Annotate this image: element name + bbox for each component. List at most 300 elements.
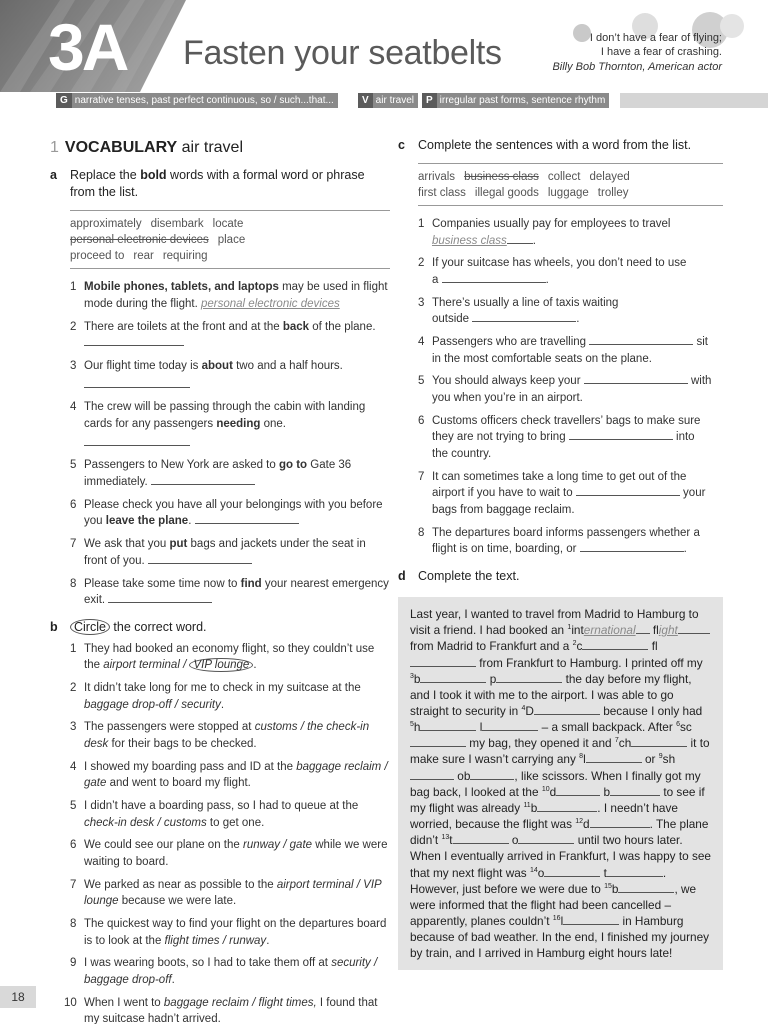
item-bold: needing <box>216 418 261 431</box>
word-list-a <box>70 210 390 269</box>
list-item <box>418 334 723 367</box>
list-item <box>418 295 723 328</box>
option-1[interactable]: security <box>331 957 371 970</box>
item-text: Our flight time today is <box>84 360 202 373</box>
list-item <box>70 955 390 988</box>
option-1[interactable]: check-in desk <box>84 816 155 829</box>
list-item <box>64 995 390 1024</box>
gap-prefix: p <box>489 671 497 686</box>
answer-blank[interactable] <box>569 429 673 440</box>
task-c-instruction <box>398 137 723 154</box>
item-text: of the plane. <box>309 320 376 333</box>
item-number: 8 <box>70 577 77 590</box>
item-number: 7 <box>70 878 77 891</box>
vocabulary-tag <box>358 93 418 108</box>
gap-number: 8 <box>579 753 584 761</box>
option-1[interactable]: flight times <box>164 934 220 947</box>
answer-blank[interactable] <box>195 513 299 524</box>
answer-blank[interactable] <box>618 882 674 893</box>
list-item <box>70 837 390 870</box>
instruction-text: the correct word. <box>109 619 207 634</box>
answer-blank[interactable] <box>590 817 650 828</box>
text-segment: from Frankfurt to Hamburg. I printed off my <box>479 655 703 670</box>
gap-number: 4 <box>521 705 526 713</box>
item-number: 5 <box>70 459 77 472</box>
gap-prefix: ch <box>618 736 632 751</box>
task-letter: c <box>398 138 405 152</box>
option-1[interactable]: airport terminal <box>276 878 354 891</box>
option-separator: / <box>297 721 308 734</box>
header-quote <box>552 31 722 74</box>
answer-blank[interactable] <box>420 720 476 731</box>
answer-blank[interactable] <box>631 736 687 747</box>
pronunciation-tag <box>422 93 609 108</box>
tag-letter: G <box>56 93 72 108</box>
item-number: 4 <box>70 401 77 414</box>
item-text: with <box>690 375 712 388</box>
answer-blank[interactable] <box>151 474 255 485</box>
item-number: 2 <box>70 320 77 333</box>
tag-letter: P <box>422 93 437 108</box>
list-item <box>70 457 390 490</box>
item-number: 6 <box>70 498 77 511</box>
list-item <box>70 576 390 609</box>
item-text: a <box>432 274 439 287</box>
text-segment: the day before my flight, and I took it with me to the airport. I was able to go straight to security in <box>410 671 692 718</box>
word-item: rear <box>133 250 154 263</box>
circle-word: Circle <box>70 619 110 635</box>
word-item: luggage <box>547 186 589 199</box>
item-text: It can sometimes take a long time to get out of the <box>432 470 687 483</box>
answer-blank[interactable] <box>410 656 476 667</box>
item-text: while we were waiting to board. <box>84 839 388 869</box>
answer-blank[interactable] <box>537 801 597 812</box>
answer-blank[interactable] <box>563 914 619 925</box>
option-separator: / <box>248 996 259 1009</box>
text-segment: . However, just before we were due to <box>410 865 667 896</box>
answer-blank[interactable] <box>442 272 546 283</box>
option-separator: / <box>219 934 230 947</box>
item-bold: Mobile phones, tablets, and laptops <box>84 281 279 294</box>
gap-number: 1 <box>567 624 572 632</box>
list-item <box>70 877 390 910</box>
gap-number: 15 <box>604 882 612 890</box>
answer-blank[interactable] <box>420 672 486 683</box>
text-segment: because I only had <box>603 703 703 718</box>
quote-line: I have a fear of crashing. <box>600 46 722 59</box>
item-number: 3 <box>70 721 77 734</box>
task-a-instruction <box>50 167 390 201</box>
item-bold: find <box>240 577 262 590</box>
text-segment: from Madrid to Frankfurt and a <box>410 639 570 654</box>
answer-blank[interactable] <box>576 485 680 496</box>
gap-number: 14 <box>530 866 538 874</box>
instruction-bold: bold <box>140 168 167 183</box>
answer-text: personal electronic devices <box>201 298 340 311</box>
list-item <box>418 216 723 249</box>
item-text: Please check you have all your belongings with you before you <box>84 498 383 528</box>
instruction-text: Complete the sentences with a word from the list. <box>418 138 692 152</box>
item-text: It didn’t take long for me to check in my suitcase at the <box>84 682 361 695</box>
item-text: and went to board my flight. <box>106 777 251 790</box>
option-2[interactable]: gate <box>84 777 107 790</box>
word-item: requiring <box>162 250 208 263</box>
unit-number: 3A <box>48 10 127 84</box>
task-b-items <box>64 641 390 1024</box>
item-text: We could see our plane on the <box>84 839 243 852</box>
list-item <box>70 358 390 393</box>
item-text: Passengers who are travelling <box>432 336 587 349</box>
tag-text: irregular past forms, sentence rhythm <box>439 95 606 106</box>
item-text: airport if you have to wait to <box>432 487 573 500</box>
answer-blank[interactable] <box>678 623 710 634</box>
item-text: . <box>532 234 536 247</box>
gap-prefix: ob <box>457 768 471 783</box>
option-separator: / <box>353 878 364 891</box>
gap-number: 13 <box>441 834 450 842</box>
gap-fill-text-box <box>398 597 723 970</box>
item-text: I found that my suitcase hadn’t arrived. <box>84 996 378 1024</box>
word-item: proceed to <box>70 250 125 263</box>
item-text: . <box>266 934 270 947</box>
option-separator: / <box>280 839 290 852</box>
list-item <box>70 279 390 312</box>
text-segment: . I needn’t have worried, because the flight was <box>410 800 678 832</box>
item-text: bags from baggage reclaim. <box>432 504 575 517</box>
text-segment: . The plane didn’t <box>410 817 709 848</box>
task-a-items <box>70 279 390 608</box>
tag-letter: V <box>358 93 373 108</box>
left-column <box>50 137 390 1024</box>
item-text: you when you’re in an airport. <box>432 392 583 405</box>
list-item <box>70 319 390 352</box>
item-text: sit <box>696 336 708 349</box>
quote-author: Billy Bob Thornton, American actor <box>552 60 722 73</box>
gap-prefix: D <box>525 703 534 718</box>
text-segment: , like scissors. When I finally got my bag back, I looked at the <box>410 768 701 799</box>
quote-line: I don’t have a fear of flying; <box>589 32 722 44</box>
item-text: because we were late. <box>118 895 237 908</box>
instruction-text: words with a formal word or phrase from the list. <box>70 168 365 200</box>
item-text: Gate 36 immediately. <box>84 459 352 489</box>
answer-text: business class <box>432 234 507 247</box>
option-1[interactable]: baggage reclaim <box>296 760 382 773</box>
option-2[interactable]: VIP lounge <box>84 878 382 908</box>
item-text: When I went to <box>84 996 164 1009</box>
list-item <box>418 469 723 519</box>
list-item <box>70 798 390 831</box>
answer-blank[interactable] <box>507 233 533 244</box>
gap-prefix: o <box>511 833 519 848</box>
item-text: You should always keep your <box>432 375 581 388</box>
item-text: Please take some time now to <box>84 577 241 590</box>
section-title-bold: VOCABULARY <box>64 139 178 156</box>
item-number: 3 <box>70 360 77 373</box>
item-text: . <box>171 974 175 987</box>
option-2[interactable]: runway <box>229 934 267 947</box>
list-item <box>418 413 723 463</box>
answer-blank[interactable] <box>610 785 660 796</box>
answer-blank[interactable] <box>410 769 454 780</box>
gap-number: 7 <box>614 737 619 745</box>
grammar-tag <box>56 93 338 108</box>
item-text: I showed my boarding pass and ID at the <box>84 760 297 773</box>
gap-prefix: fl <box>652 623 659 638</box>
item-number: 1 <box>70 281 77 294</box>
gap-prefix: o <box>537 865 545 880</box>
option-1[interactable]: baggage reclaim <box>163 996 249 1009</box>
answer-blank[interactable] <box>470 769 514 780</box>
page-number: 18 <box>0 986 36 1008</box>
item-text: We ask that you <box>84 538 170 551</box>
item-number: 9 <box>70 957 77 970</box>
item-number: 7 <box>418 470 425 483</box>
answer-blank[interactable] <box>453 833 509 844</box>
item-bold: leave the plane <box>105 515 189 528</box>
item-number: 5 <box>418 375 425 388</box>
gap-number: 9 <box>658 753 663 761</box>
list-item <box>70 759 390 792</box>
item-text: . <box>683 543 687 556</box>
word-item: place <box>217 234 246 247</box>
item-number: 1 <box>70 642 77 655</box>
item-number: 8 <box>418 526 425 539</box>
text-segment: in Hamburg because of bad weather. In the end, I finished my journey by train, and I arrived in Hamburg eight hours late! <box>410 914 710 961</box>
option-2[interactable]: customs <box>163 816 207 829</box>
item-number: 2 <box>70 682 77 695</box>
gap-prefix: l <box>560 914 564 928</box>
task-d-instruction <box>398 568 723 585</box>
answer-text: ight <box>658 623 678 638</box>
option-separator: / <box>381 760 388 773</box>
gap-prefix: b <box>611 881 619 896</box>
gap-prefix: l <box>479 720 483 735</box>
item-text: . <box>253 659 257 672</box>
gap-number: 2 <box>572 640 577 648</box>
list-item <box>70 680 390 713</box>
item-text: into <box>676 431 695 444</box>
gap-number: 6 <box>676 721 680 729</box>
answer-blank[interactable] <box>148 553 252 564</box>
word-item: delayed <box>589 170 630 183</box>
item-text: I didn’t have a boarding pass, so I had to queue at the <box>84 800 359 813</box>
text-segment: it to make sure I wasn’t carrying any <box>410 736 710 767</box>
list-item <box>418 373 723 406</box>
gap-number: 10 <box>541 785 550 793</box>
answer-blank[interactable] <box>84 335 184 346</box>
word-item: illegal goods <box>474 186 539 199</box>
answer-blank[interactable] <box>584 373 688 384</box>
section-title-rest: air travel <box>181 139 244 156</box>
answer-blank[interactable] <box>84 435 190 446</box>
answer-blank[interactable] <box>544 866 600 877</box>
gap-prefix: h <box>413 720 421 735</box>
item-text: The quickest way to find your flight on the departures board is to look at the <box>84 918 387 947</box>
page-header <box>0 0 768 92</box>
section-number: 1 <box>50 139 59 156</box>
option-1[interactable]: airport terminal <box>103 659 180 672</box>
gap-prefix: b <box>413 671 421 686</box>
task-letter: a <box>50 168 57 183</box>
option-1[interactable]: customs <box>254 721 298 734</box>
item-bold: about <box>201 360 233 373</box>
item-text: . <box>188 515 192 528</box>
answer-blank[interactable] <box>607 866 663 877</box>
word-item: collect <box>547 170 581 183</box>
text-segment: or <box>644 752 656 767</box>
gap-prefix: l <box>583 752 586 767</box>
text-segment: until two hours later. When I eventually arrived in Frankfurt, I was happy to see that my next flight was <box>410 833 711 880</box>
tag-bar-filler <box>620 93 768 108</box>
gap-prefix: t <box>449 833 453 848</box>
gap-prefix: b <box>603 784 611 799</box>
gap-prefix: int <box>571 623 584 638</box>
word-item: arrivals <box>418 170 456 183</box>
instruction-text: Complete the text. <box>418 569 520 584</box>
answer-blank[interactable] <box>586 752 642 763</box>
item-number: 2 <box>418 257 425 270</box>
item-text: . <box>220 698 225 711</box>
option-2[interactable]: the check-in desk <box>84 721 370 751</box>
item-text: your nearest emergency exit. <box>84 577 389 607</box>
task-b-instruction <box>50 619 390 636</box>
item-text: We parked as near as possible to the <box>84 878 277 891</box>
gap-prefix: sc <box>679 720 692 735</box>
item-text: two and a half hours. <box>232 360 343 373</box>
option-1[interactable]: baggage drop-off <box>84 698 172 711</box>
option-2[interactable]: baggage drop-off <box>84 974 172 987</box>
answer-blank[interactable] <box>518 833 574 844</box>
item-number: 4 <box>70 760 77 773</box>
item-text: Passengers to New York are asked to <box>84 459 279 472</box>
list-item <box>70 497 390 530</box>
option-1[interactable]: runway <box>242 839 281 852</box>
item-number: 3 <box>418 296 425 309</box>
text-segment: , we were informed that the flight had been cancelled – apparently, planes couldn’t <box>410 881 697 928</box>
answer-blank[interactable] <box>556 785 600 796</box>
word-item-struck: business class <box>464 170 539 183</box>
text-segment: – a small backpack. After <box>541 720 673 735</box>
word-item: first class <box>418 186 466 199</box>
item-text: they are not trying to bring <box>432 431 566 444</box>
option-2[interactable]: security <box>181 698 221 711</box>
item-text: The crew will be passing through the cabin with landing cards for any passengers <box>84 401 366 431</box>
option-separator: / <box>370 957 378 970</box>
instruction-text: Replace the <box>70 168 141 183</box>
list-item <box>70 719 390 752</box>
item-number: 7 <box>70 538 77 551</box>
word-list-c <box>418 163 723 206</box>
gap-prefix: t <box>603 865 607 880</box>
answer-blank[interactable] <box>410 736 466 747</box>
answer-blank[interactable] <box>472 311 576 322</box>
task-letter: b <box>50 619 58 634</box>
option-separator: / <box>154 816 164 829</box>
option-2-selected[interactable]: VIP lounge <box>189 658 253 672</box>
answer-blank[interactable] <box>580 541 684 552</box>
item-bold: put <box>169 538 188 551</box>
item-text: the country. <box>432 448 492 461</box>
option-separator: / <box>171 698 182 711</box>
list-item <box>70 641 390 674</box>
text-segment: to see if my flight was already <box>410 784 705 815</box>
item-text: one. <box>260 418 286 431</box>
item-text: your <box>683 487 706 500</box>
gap-number: 12 <box>575 818 584 826</box>
item-text: The departures board informs passengers whether a <box>432 526 700 539</box>
item-text: to get one. <box>206 816 265 829</box>
list-item <box>70 916 390 949</box>
answer-blank[interactable] <box>108 592 212 603</box>
text-segment: Last year, I wanted to travel from Madrid to Hamburg to visit a friend. I had booked an <box>410 607 699 638</box>
item-number: 1 <box>418 218 425 231</box>
item-text: may be used in flight mode during the flight. <box>84 281 388 311</box>
item-number: 6 <box>70 839 77 852</box>
unit-title: Fasten your seatbelts <box>183 34 502 72</box>
item-text: Companies usually pay for employees to travel <box>432 218 671 231</box>
list-item <box>70 536 390 569</box>
item-text: I was wearing boots, so I had to take them off at <box>84 957 332 970</box>
option-2[interactable]: gate <box>289 839 313 852</box>
tag-text: narrative tenses, past perfect continuous, so / such...that... <box>74 95 334 106</box>
answer-blank[interactable] <box>84 377 190 388</box>
option-separator: / <box>179 659 190 672</box>
word-item-struck: personal electronic devices <box>70 234 209 247</box>
item-number: 5 <box>70 800 77 813</box>
item-text: There’s usually a line of taxis waiting <box>432 296 619 309</box>
task-letter: d <box>398 569 406 584</box>
topic-tag-bar <box>0 93 768 108</box>
answer-blank[interactable] <box>482 720 538 731</box>
tag-text: air travel <box>375 95 415 106</box>
answer-text: ernational <box>583 623 636 638</box>
word-item: locate <box>212 218 244 231</box>
word-item: approximately <box>70 218 142 231</box>
item-text: . <box>545 274 549 287</box>
section-title <box>50 137 390 159</box>
list-item <box>418 525 723 558</box>
word-item: trolley <box>597 186 629 199</box>
gap-number: 3 <box>410 672 414 680</box>
option-2[interactable]: flight times, <box>258 996 317 1009</box>
answer-blank[interactable] <box>636 623 650 634</box>
answer-blank[interactable] <box>589 334 693 345</box>
item-text: If your suitcase has wheels, you don’t need to use <box>432 257 687 270</box>
item-bold: go to <box>278 459 308 472</box>
item-number: 8 <box>70 918 77 931</box>
gap-prefix: c <box>576 639 583 654</box>
answer-blank[interactable] <box>496 672 562 683</box>
item-number: 6 <box>418 414 425 427</box>
item-number: 10 <box>64 996 77 1009</box>
gap-number: 16 <box>552 915 561 923</box>
item-text: for their bags to be checked. <box>108 738 257 751</box>
list-item <box>418 255 723 288</box>
item-text: . <box>576 313 580 326</box>
item-text: They had booked an economy flight, so they couldn’t use the <box>84 642 375 672</box>
item-text: Customs officers check travellers’ bags to make sure <box>432 414 701 427</box>
item-text: The passengers were stopped at <box>84 721 255 734</box>
item-text: bags and jackets under the seat in front of you. <box>84 538 366 567</box>
text-segment: my bag, they opened it and <box>469 736 612 751</box>
gap-prefix: d <box>583 817 590 832</box>
item-text: There are toilets at the front and at the <box>84 320 283 333</box>
list-item <box>70 399 390 451</box>
answer-blank[interactable] <box>582 639 648 650</box>
item-bold: back <box>282 320 310 333</box>
right-column <box>398 137 723 970</box>
answer-blank[interactable] <box>534 704 600 715</box>
